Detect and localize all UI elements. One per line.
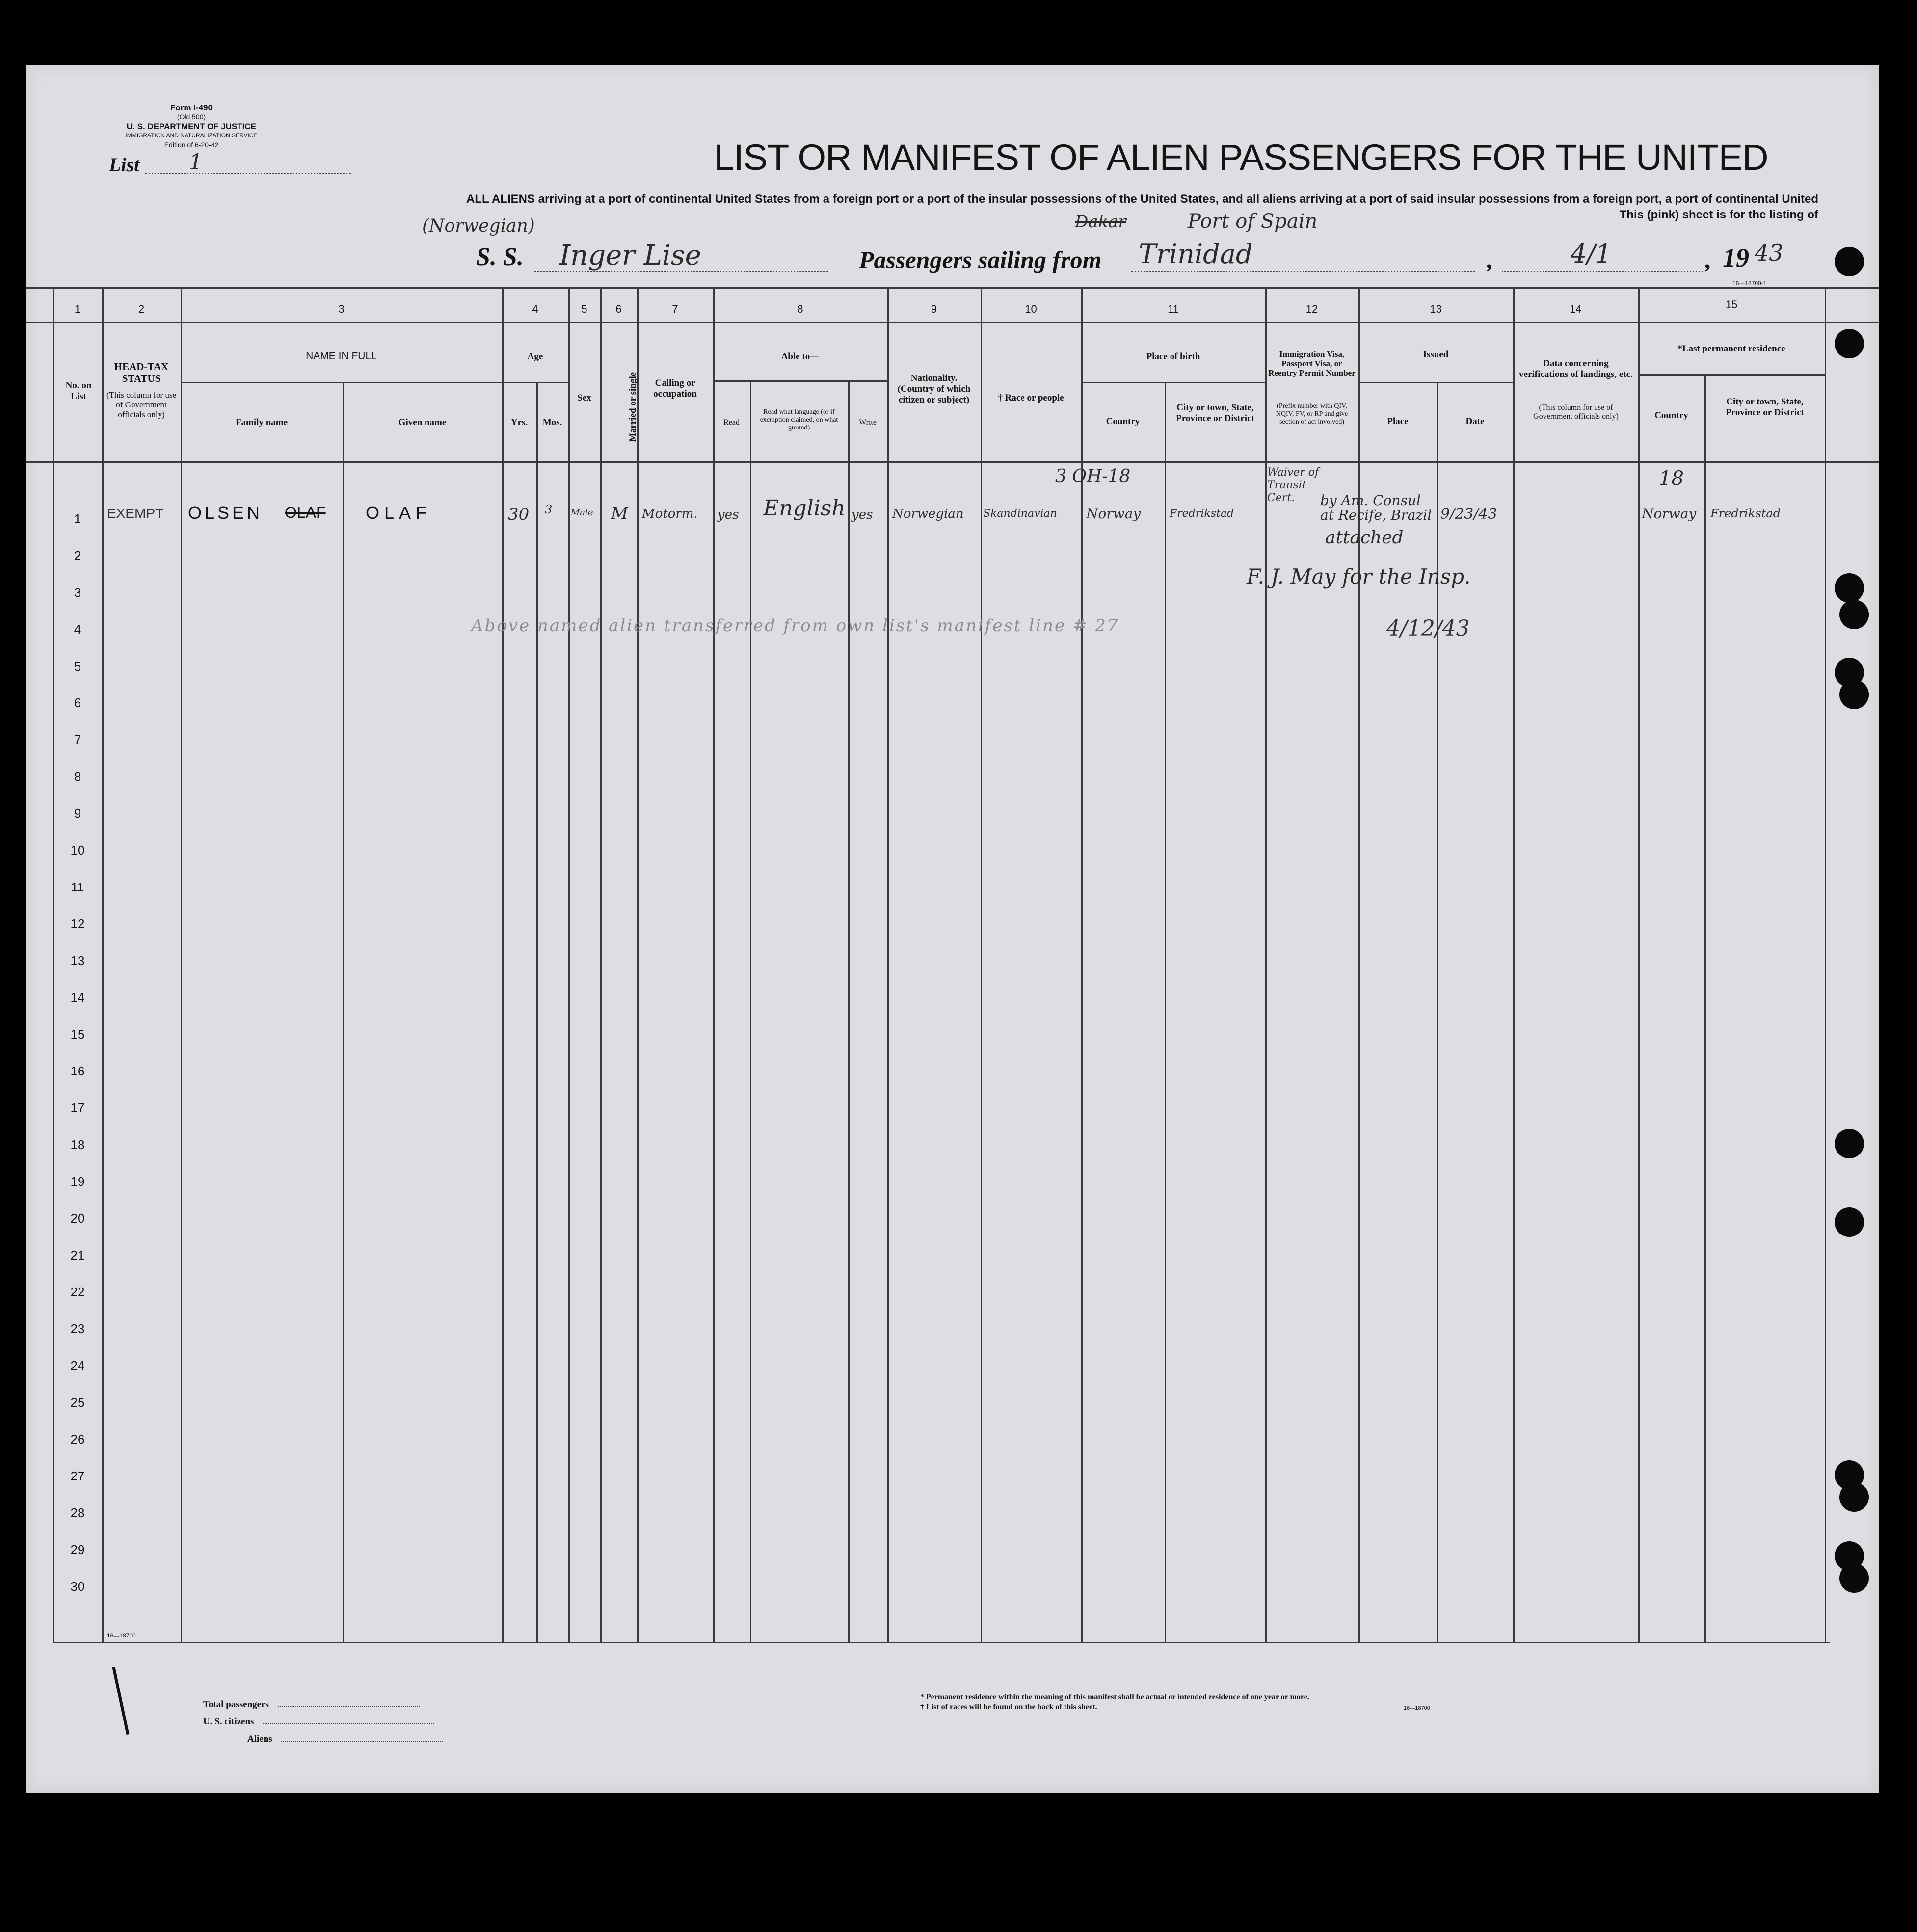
column-rule: [713, 287, 715, 1642]
us-citizens-label: U. S. citizens: [203, 1717, 254, 1727]
entry-nationality: Norwegian: [892, 507, 964, 521]
entry-occupation: Motorm.: [642, 507, 698, 521]
row-number: 29: [70, 1542, 85, 1557]
struck-port: Dakar: [1075, 212, 1126, 232]
column-number: 13: [1430, 303, 1442, 315]
header-res-country: Country: [1654, 410, 1688, 421]
row-number: 26: [70, 1432, 85, 1447]
entry-age-years: 30: [508, 505, 530, 524]
header-nationality: Nationality. (Country of which citizen or subject): [897, 373, 971, 405]
column-number: 3: [338, 303, 345, 315]
row-number: 14: [70, 990, 85, 1005]
table-bottom-rule: [53, 1642, 1830, 1643]
port-line: [1131, 271, 1475, 272]
entry-birth-country: Norway: [1086, 506, 1141, 522]
footnote-races: † List of races will be found on the back of this sheet.: [920, 1703, 1097, 1711]
row-number: 12: [70, 916, 85, 931]
entry-race: Skandinavian: [983, 508, 1057, 520]
header-write: Write: [859, 418, 877, 427]
column-rule: [343, 382, 344, 1642]
form-number: Form I-490: [170, 103, 213, 112]
punch-hole: [1835, 329, 1864, 358]
ship-note: (Norwegian): [422, 216, 535, 236]
comma-sep: ,: [1487, 246, 1493, 273]
header-mos: Mos.: [542, 417, 562, 428]
entry-marital: M: [611, 504, 628, 523]
header-given-name: Given name: [398, 417, 447, 428]
row-number: 2: [74, 548, 81, 563]
row-number: 3: [74, 585, 81, 600]
port-note: Port of Spain: [1188, 210, 1318, 233]
sailing-label: Passengers sailing from: [859, 246, 1102, 273]
row-number: 5: [74, 659, 81, 673]
form-id-block: [83, 103, 299, 150]
row-number: 13: [70, 953, 85, 968]
row-number: 27: [70, 1469, 85, 1483]
row-number: 20: [70, 1211, 85, 1226]
transfer-date: 4/12/43: [1386, 616, 1470, 641]
column-number: 12: [1305, 303, 1318, 315]
header-age: Age: [527, 351, 543, 362]
date-line: [1502, 271, 1703, 272]
punch-hole: [1839, 1482, 1869, 1512]
header-issued-place: Place: [1387, 416, 1409, 427]
header-sex: Sex: [577, 393, 591, 403]
header-read: Read: [723, 418, 740, 427]
column-rule: [102, 287, 104, 1642]
total-passengers-line: [278, 1706, 420, 1707]
entry-sex: Male: [571, 508, 593, 518]
header-family-name: Family name: [235, 417, 288, 428]
comma-sep: ,: [1705, 246, 1712, 273]
column-number: 14: [1570, 303, 1582, 315]
list-number: 1: [189, 150, 203, 175]
punch-hole: [1839, 600, 1869, 629]
us-citizens-row: [203, 1713, 443, 1730]
subheader-rule: [502, 382, 568, 383]
header-birth-city: City or town, State, Province or District: [1176, 402, 1254, 424]
header-visa: Immigration Visa, Passport Visa, or Reentry Permit Number: [1268, 349, 1356, 377]
punch-hole: [1835, 247, 1864, 276]
total-passengers-row: [203, 1696, 443, 1713]
header-calling: Calling or occupation: [653, 378, 697, 399]
column-rule: [1081, 287, 1083, 1642]
column-rule: [848, 380, 850, 1642]
column-rule: [1265, 287, 1267, 1642]
column-rule: [750, 380, 751, 1642]
subheader-rule: [713, 380, 887, 382]
punch-hole: [1839, 680, 1869, 709]
sailing-port: Trinidad: [1139, 239, 1253, 269]
entry-visa: Waiver of Transit Cert.: [1267, 466, 1319, 504]
entry-family-name: OLSEN: [188, 503, 263, 523]
row-number: 24: [70, 1358, 85, 1373]
row-number: 28: [70, 1505, 85, 1520]
column-rule: [1513, 287, 1515, 1642]
column-number: 11: [1168, 303, 1179, 315]
header-issued: Issued: [1423, 349, 1449, 360]
entry-residence-city: Fredrikstad: [1710, 507, 1781, 520]
header-visa-note: (Prefix number with QIV, NQIV, FV, or RP and give section of act involved): [1276, 402, 1348, 426]
row-number: 4: [74, 622, 81, 637]
ship-name: Inger Lise: [559, 240, 701, 271]
aliens-label: Aliens: [247, 1734, 272, 1744]
header-birth-country: Country: [1106, 416, 1140, 427]
document-title: LIST OR MANIFEST OF ALIEN PASSENGERS FOR THE UNITED: [714, 137, 1768, 178]
table-top-rule: [26, 287, 1879, 289]
header-place-of-birth: Place of birth: [1146, 351, 1200, 362]
header-able-to: Able to—: [781, 351, 820, 362]
aliens-line: [281, 1741, 443, 1742]
row-number: 18: [70, 1137, 85, 1152]
row-number: 1: [74, 511, 81, 526]
column-number: 9: [931, 303, 937, 315]
form-service: IMMIGRATION AND NATURALIZATION SERVICE: [125, 132, 258, 139]
entry-annotation-res: 18: [1659, 467, 1684, 490]
column-rule: [536, 382, 538, 1642]
entry-residence-country: Norway: [1642, 506, 1697, 522]
column-rule: [1825, 287, 1826, 1642]
column-rule: [887, 287, 889, 1642]
column-rule: [600, 287, 602, 1642]
subheader-rule: [1358, 382, 1513, 383]
row-number: 9: [74, 806, 81, 821]
column-number: 8: [797, 303, 803, 315]
document-subtitle: ALL ALIENS arriving at a port of continental United States from a foreign port or a port of the insular possessions of the United States, and all aliens arriving at a port of said insular possessions from a foreign port, a port of continental United: [466, 192, 1818, 206]
form-edition: Edition of 6-20-42: [164, 141, 219, 149]
header-data-concerning: Data concerning verifications of landings, etc.: [1519, 358, 1633, 379]
header-last-residence: *Last permanent residence: [1677, 344, 1785, 354]
inspector-signature: F. J. May for the Insp.: [1247, 564, 1471, 589]
column-number: 5: [581, 303, 587, 315]
list-label: List: [109, 154, 140, 176]
header-data-note: (This column for use of Government officials only): [1533, 403, 1619, 421]
column-rule: [1358, 287, 1360, 1642]
totals-block: [203, 1696, 443, 1747]
header-race: † Race or people: [998, 393, 1064, 403]
column-rule: [568, 287, 570, 1642]
list-underline: [145, 173, 351, 174]
column-rule: [1638, 287, 1640, 1642]
row-number: 25: [70, 1395, 85, 1410]
us-citizens-line: [263, 1723, 434, 1724]
row-number: 23: [70, 1321, 85, 1336]
form-dept: U. S. DEPARTMENT OF JUSTICE: [126, 122, 257, 131]
entry-issued-place: by Am. Consul at Recife, Brazil: [1320, 492, 1432, 523]
punch-hole: [1835, 573, 1864, 603]
footer-form-code: 16—18700: [1404, 1705, 1430, 1711]
manifest-sheet: [26, 65, 1879, 1793]
entry-attached: attached: [1325, 528, 1404, 548]
left-form-code: 16—18700: [107, 1632, 136, 1639]
row-number: 10: [70, 843, 85, 858]
punch-hole: [1835, 1208, 1864, 1237]
punch-hole: [1835, 1129, 1864, 1158]
entry-write: yes: [852, 508, 873, 522]
year-prefix: 19: [1723, 243, 1749, 272]
header-read-language: Read what language (or if exemption claimed, on what ground): [760, 408, 838, 431]
ss-label: S. S.: [476, 243, 524, 271]
header-married: Married or single: [628, 372, 638, 442]
row-number: 16: [70, 1064, 85, 1078]
column-rule: [981, 287, 982, 1642]
total-passengers-label: Total passengers: [203, 1699, 269, 1710]
footnote-residence: * Permanent residence within the meaning of this manifest shall be actual or intended residence of one year or more.: [920, 1693, 1309, 1701]
form-code: 16—18700-1: [1732, 280, 1767, 287]
entry-family-struck: OLAF: [285, 504, 326, 521]
subheader-rule: [1638, 374, 1825, 376]
sailing-date: 4/1: [1571, 240, 1612, 269]
row-number: 7: [74, 732, 81, 747]
subheader-rule: [1081, 382, 1265, 383]
row-number: 15: [70, 1027, 85, 1042]
header-issued-date: Date: [1465, 416, 1485, 427]
header-res-city: City or town, State, Province or District: [1726, 397, 1804, 418]
row-number: 19: [70, 1174, 85, 1189]
header-name-in-full: NAME IN FULL: [306, 350, 377, 362]
header-no-on-list: No. on List: [65, 380, 92, 402]
year-suffix: 43: [1755, 240, 1784, 266]
header-head-tax-note: (This column for use of Government officials only): [106, 390, 177, 419]
footnotes: [920, 1692, 1309, 1712]
column-number: 4: [532, 303, 538, 315]
entry-age-months: 3: [545, 503, 553, 516]
header-head-tax: HEAD-TAX STATUS: [114, 361, 169, 384]
row-number: 17: [70, 1100, 85, 1115]
header-bottom-rule: [26, 461, 1879, 463]
aliens-row: [203, 1730, 443, 1747]
row-number: 11: [71, 880, 84, 894]
row-number: 30: [70, 1579, 85, 1594]
column-number-rule: [26, 322, 1879, 323]
transfer-note: Above named alien transferred from own list's manifest line # 27: [471, 616, 1119, 636]
column-rule: [502, 287, 504, 1642]
column-rule: [1704, 374, 1706, 1642]
entry-given-name: OLAF: [366, 503, 432, 523]
column-number: 10: [1025, 303, 1037, 315]
entry-annotation-top: 3 OH-18: [1055, 466, 1131, 486]
entry-read: yes: [718, 508, 739, 522]
column-number: 15: [1725, 298, 1738, 311]
row-number: 21: [70, 1248, 85, 1262]
column-number: 7: [672, 303, 678, 315]
column-number: 2: [138, 303, 145, 315]
row-number: 8: [74, 769, 81, 784]
column-number: 6: [615, 303, 622, 315]
column-rule: [181, 287, 182, 1642]
form-old: (Old 500): [177, 113, 206, 121]
entry-issued-date: 9/23/43: [1440, 506, 1497, 523]
row-number: 22: [70, 1285, 85, 1299]
subheader-rule: [181, 382, 502, 383]
entry-head-tax: EXEMPT: [107, 506, 164, 521]
entry-language: English: [763, 496, 846, 521]
document-subtitle-2: This (pink) sheet is for the listing of: [1619, 208, 1818, 221]
column-rule: [1165, 382, 1166, 1642]
entry-birth-city: Fredrikstad: [1170, 508, 1234, 520]
row-number: 6: [74, 696, 81, 710]
header-yrs: Yrs.: [510, 417, 528, 428]
column-number: 1: [74, 303, 81, 315]
punch-hole: [1839, 1563, 1869, 1593]
column-rule: [637, 287, 639, 1642]
